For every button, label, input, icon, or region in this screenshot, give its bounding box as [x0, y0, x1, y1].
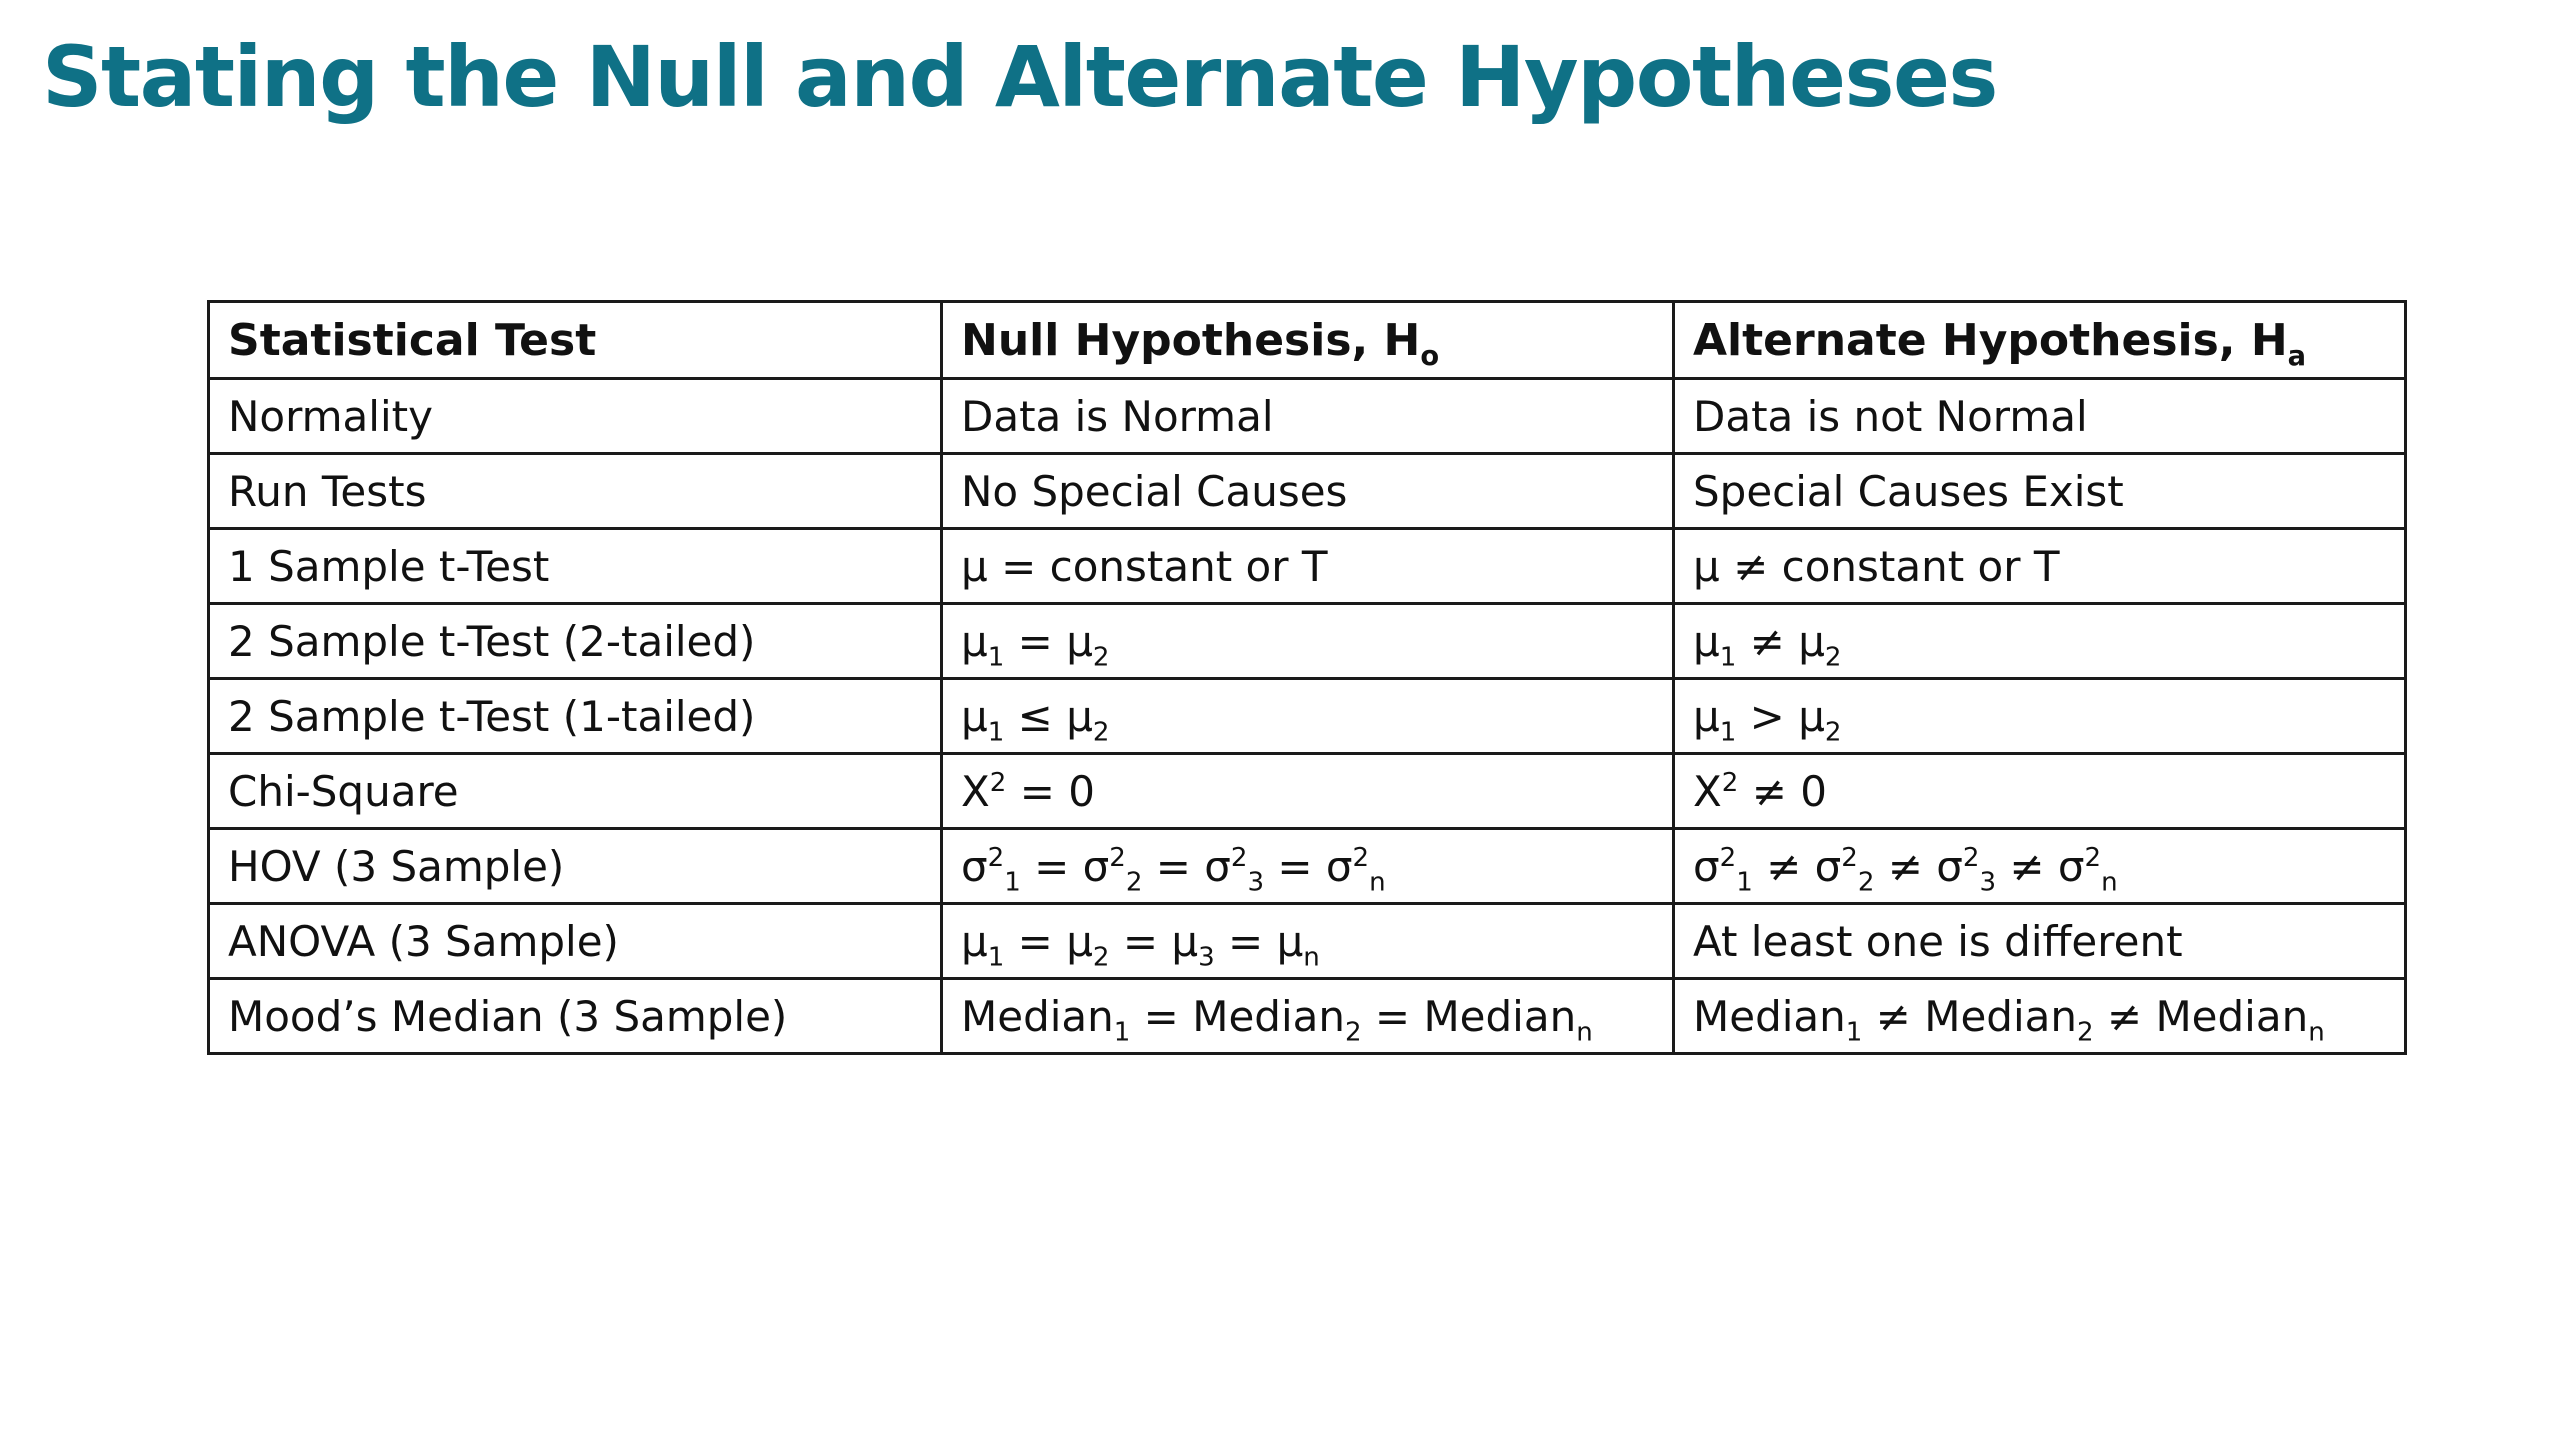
table-row [209, 604, 2406, 679]
test-name: 1 Sample t-Test [228, 541, 550, 591]
header-alt-label: Alternate Hypothesis, H [1693, 314, 2288, 366]
test-name: ANOVA (3 Sample) [228, 916, 619, 966]
alt-expression-part: 2 [2076, 1016, 2094, 1047]
alt-expression-part: n [2101, 866, 2118, 897]
cell-null-hypothesis [942, 529, 1674, 604]
null-expression-part: 2 [1109, 842, 1126, 873]
null-expression-part: μ [961, 616, 988, 666]
null-expression-part: = μ [1214, 916, 1304, 966]
slide-title: Stating the Null and Alternate Hypotheses [42, 28, 1997, 126]
alt-expression-part: 1 [1845, 1016, 1863, 1047]
alt-expression-part: 2 [1719, 842, 1737, 873]
alt-expression-part: 2 [2084, 842, 2102, 873]
cell-null-hypothesis [942, 754, 1674, 829]
table-row [209, 829, 2406, 904]
table-row [209, 379, 2406, 454]
null-expression-part: ≤ μ [1004, 691, 1093, 741]
header-null-subscript: o [1420, 340, 1440, 372]
null-expression-part: = μ [1109, 916, 1199, 966]
null-expression-part: 2 [1125, 866, 1143, 897]
null-expression-part: μ = constant or T [961, 541, 1328, 591]
alt-expression-part: 2 [1824, 641, 1842, 672]
null-expression-part: μ [961, 691, 988, 741]
null-expression-part: 2 [987, 842, 1005, 873]
alt-expression-part: ≠ Median [1862, 991, 2077, 1041]
alt-expression-part: 2 [1857, 866, 1875, 897]
alt-expression-part: ≠ Median [2093, 991, 2309, 1041]
table-row [209, 454, 2406, 529]
null-expression-part: n [1576, 1016, 1593, 1047]
cell-statistical-test [209, 604, 942, 679]
test-name: Chi-Square [228, 766, 459, 816]
alt-expression-part: μ [1693, 616, 1720, 666]
table-row [209, 679, 2406, 754]
cell-null-hypothesis [942, 379, 1674, 454]
null-expression-part: 2 [1092, 641, 1110, 672]
cell-alternate-hypothesis [1674, 979, 2406, 1054]
null-expression-part: = 0 [1006, 766, 1095, 816]
cell-alternate-hypothesis [1674, 379, 2406, 454]
table-row [209, 754, 2406, 829]
alt-expression-part: ≠ 0 [1738, 766, 1827, 816]
cell-alternate-hypothesis [1674, 604, 2406, 679]
null-expression-part: = Median [1130, 991, 1345, 1041]
alt-expression-part: 2 [1962, 842, 1980, 873]
test-name: HOV (3 Sample) [228, 841, 565, 891]
cell-null-hypothesis [942, 604, 1674, 679]
cell-statistical-test [209, 904, 942, 979]
test-name: Normality [228, 391, 433, 441]
alt-expression-part: n [2308, 1016, 2325, 1047]
null-expression-part: Data is Normal [961, 391, 1274, 441]
alt-expression-part: ≠ μ [1736, 616, 1825, 666]
cell-statistical-test [209, 679, 942, 754]
null-expression-part: σ [961, 841, 988, 891]
null-expression-part: = σ [1142, 841, 1231, 891]
cell-alternate-hypothesis [1674, 454, 2406, 529]
null-expression-part: X [961, 766, 990, 816]
null-expression-part: 1 [987, 941, 1005, 972]
test-name: 2 Sample t-Test (2-tailed) [228, 616, 756, 666]
cell-statistical-test [209, 979, 942, 1054]
alt-expression-part: ≠ σ [1996, 841, 2085, 891]
null-expression-part: 2 [1092, 716, 1110, 747]
cell-statistical-test [209, 829, 942, 904]
table-body [209, 379, 2406, 1054]
alt-expression-part: 2 [1824, 716, 1842, 747]
header-alt-subscript: a [2287, 340, 2307, 372]
test-name: Mood’s Median (3 Sample) [228, 991, 788, 1041]
null-expression-part: 2 [1092, 941, 1110, 972]
test-name: Run Tests [228, 466, 427, 516]
header-null-label: Null Hypothesis, H [961, 314, 1421, 366]
null-expression-part: 2 [989, 767, 1007, 798]
null-expression-part: = Median [1361, 991, 1577, 1041]
alt-expression-part: σ [1693, 841, 1720, 891]
cell-null-hypothesis [942, 454, 1674, 529]
cell-alternate-hypothesis [1674, 754, 2406, 829]
null-expression-part: 1 [1004, 866, 1021, 897]
null-expression-part: = σ [1020, 841, 1110, 891]
null-expression-part: 3 [1247, 866, 1265, 897]
cell-alternate-hypothesis [1674, 679, 2406, 754]
cell-null-hypothesis [942, 904, 1674, 979]
alt-expression-part: 1 [1719, 716, 1737, 747]
null-expression-part: 2 [1352, 842, 1370, 873]
null-expression-part: 1 [1113, 1016, 1131, 1047]
cell-alternate-hypothesis [1674, 829, 2406, 904]
alt-expression-part: 1 [1719, 641, 1737, 672]
null-expression-part: = μ [1004, 916, 1093, 966]
null-expression-part: Median [961, 991, 1114, 1041]
alt-expression-part: 3 [1979, 866, 1997, 897]
alt-expression-part: ≠ σ [1752, 841, 1842, 891]
null-expression-part: μ [961, 916, 988, 966]
hypotheses-table [207, 300, 2407, 1055]
null-expression-part: 2 [1344, 1016, 1362, 1047]
alt-expression-part: Median [1693, 991, 1846, 1041]
table-row [209, 529, 2406, 604]
alt-expression-part: 2 [1841, 842, 1858, 873]
cell-null-hypothesis [942, 679, 1674, 754]
table-header [209, 302, 2406, 379]
header-statistical-test-label: Statistical Test [228, 314, 597, 366]
header-null-hypothesis [942, 302, 1674, 379]
null-expression-part: n [1369, 866, 1386, 897]
alt-expression-part: μ ≠ constant or T [1693, 541, 2060, 591]
null-expression-part: = μ [1004, 616, 1093, 666]
null-expression-part: 2 [1230, 842, 1248, 873]
null-expression-part: n [1303, 941, 1320, 972]
cell-alternate-hypothesis [1674, 904, 2406, 979]
cell-null-hypothesis [942, 979, 1674, 1054]
alt-expression-part: 2 [1721, 767, 1739, 798]
table-row [209, 904, 2406, 979]
alt-expression-part: At least one is different [1693, 916, 2183, 966]
null-expression-part: 3 [1198, 941, 1215, 972]
header-statistical-test [209, 302, 942, 379]
alt-expression-part: ≠ σ [1874, 841, 1963, 891]
null-expression-part: No Special Causes [961, 466, 1348, 516]
alt-expression-part: 1 [1736, 866, 1753, 897]
header-alternate-hypothesis [1674, 302, 2406, 379]
cell-alternate-hypothesis [1674, 529, 2406, 604]
cell-null-hypothesis [942, 829, 1674, 904]
cell-statistical-test [209, 454, 942, 529]
null-expression-part: 1 [987, 716, 1005, 747]
table-row [209, 979, 2406, 1054]
cell-statistical-test [209, 379, 942, 454]
alt-expression-part: Special Causes Exist [1693, 466, 2124, 516]
test-name: 2 Sample t-Test (1-tailed) [228, 691, 756, 741]
cell-statistical-test [209, 529, 942, 604]
null-expression-part: 1 [987, 641, 1005, 672]
alt-expression-part: μ [1693, 691, 1720, 741]
alt-expression-part: X [1693, 766, 1722, 816]
null-expression-part: = σ [1264, 841, 1353, 891]
alt-expression-part: > μ [1736, 691, 1825, 741]
cell-statistical-test [209, 754, 942, 829]
header-row [209, 302, 2406, 379]
alt-expression-part: Data is not Normal [1693, 391, 2088, 441]
